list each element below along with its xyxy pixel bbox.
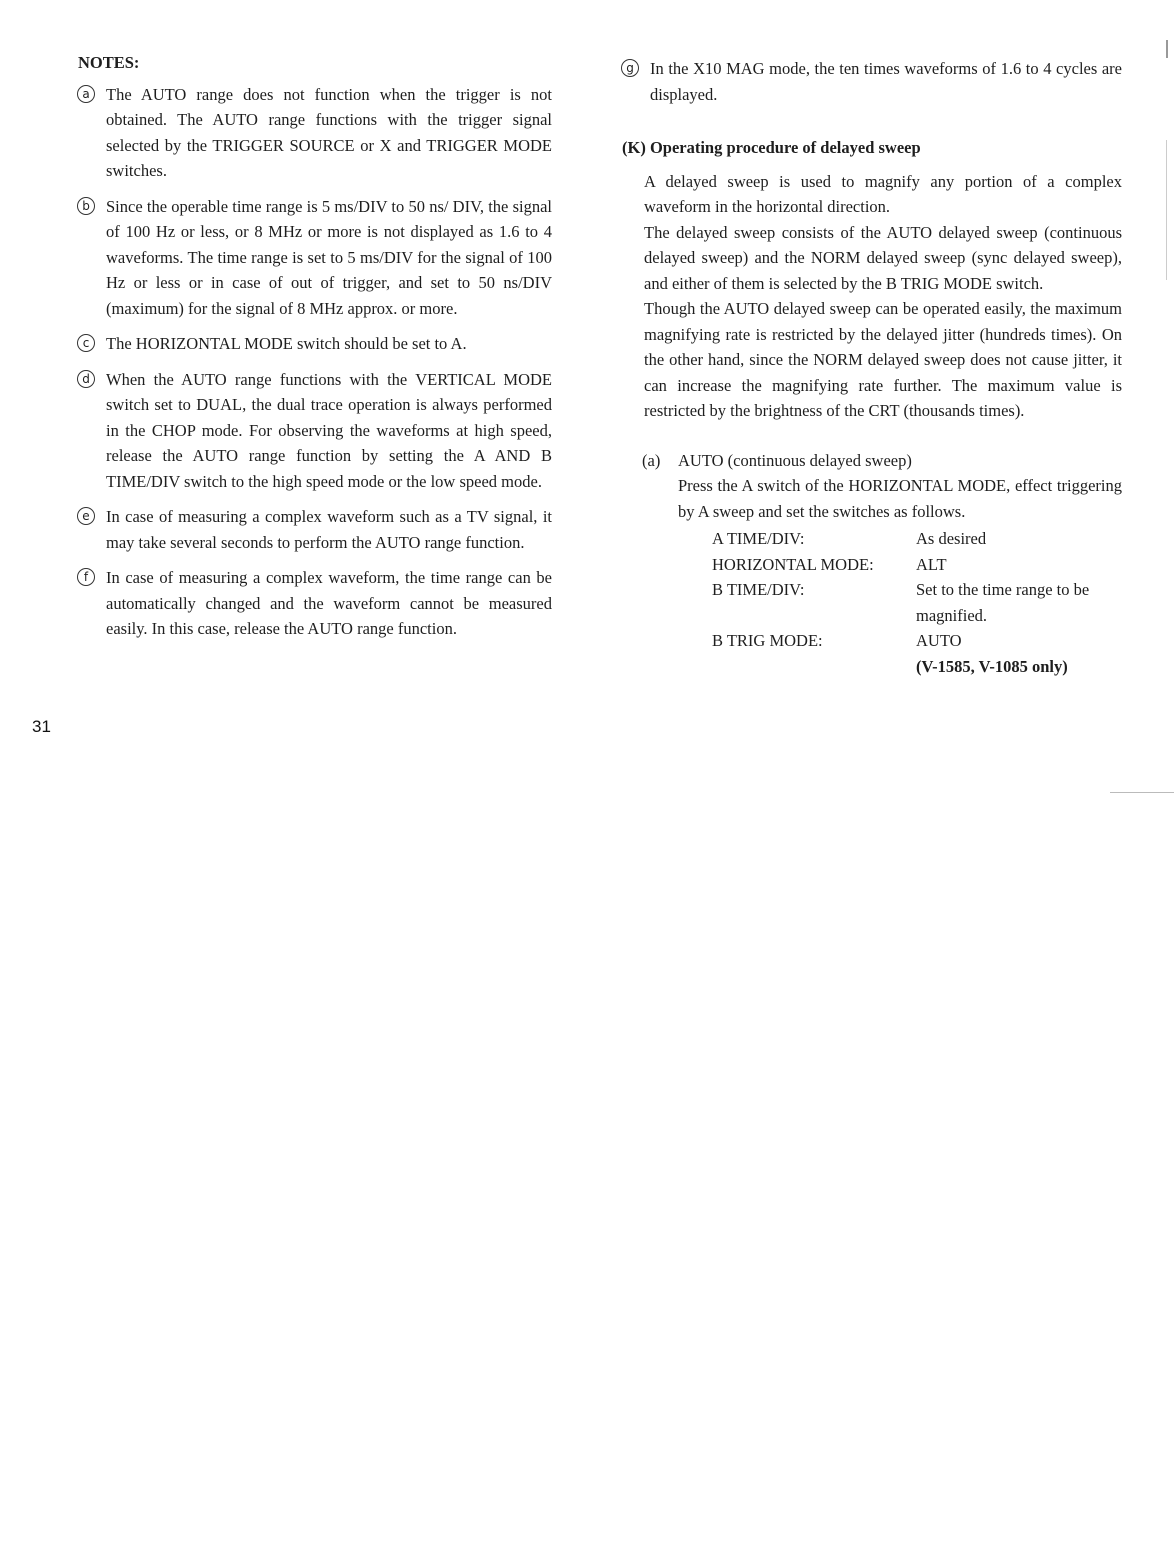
left-column bbox=[78, 50, 552, 652]
paragraph-comparison: Though the AUTO delayed sweep can be operated easily, the maximum magnifying rate is restricted by the delayed jitter (hundreds times). On the other hand, since the NORM delayed sweep does not cause jitter, it can increase the magnifying rate further. The maximum value is restricted by the brightness of the CRT (thousands times). bbox=[644, 299, 1122, 420]
scan-edge-mark bbox=[1166, 140, 1167, 280]
note-e bbox=[78, 504, 552, 555]
model-note: (V-1585, V-1085 only) bbox=[916, 656, 1068, 676]
setting-label: B TIME/DIV: bbox=[712, 580, 805, 599]
setting-label: A TIME/DIV: bbox=[712, 529, 805, 548]
note-d bbox=[78, 367, 552, 495]
note-text: In case of measuring a complex waveform such as a TV signal, it may take several seconds to perform the AUTO range function. bbox=[106, 507, 552, 552]
setting-row bbox=[712, 552, 1122, 578]
note-f bbox=[78, 565, 552, 642]
note-text: In case of measuring a complex waveform, the time range can be automatically changed and the waveform cannot be measured easily. In this case, release the AUTO range function. bbox=[106, 568, 552, 638]
note-text: The AUTO range does not function when the trigger is not obtained. The AUTO range functions with the trigger signal selected by the TRIGGER SOURCE or X and TRIGGER MODE switches. bbox=[106, 84, 552, 180]
note-text: The HORIZONTAL MODE switch should be set to A. bbox=[106, 334, 467, 353]
switch-settings bbox=[712, 526, 1122, 679]
note-text: When the AUTO range functions with the VERTICAL MODE switch set to DUAL, the dual trace operation is always performed in the CHOP mode. For observing the waveforms at high speed, release the AUTO range function by setting the A AND B TIME/DIV switch to the high speed mode or the low speed mode. bbox=[106, 369, 552, 491]
circled-letter-a: a bbox=[77, 85, 95, 103]
setting-row bbox=[712, 526, 1122, 552]
circled-letter-c: c bbox=[77, 334, 95, 352]
circled-letter-g: g bbox=[621, 59, 639, 77]
paragraph-intro: A delayed sweep is used to magnify any portion of a complex waveform in the horizontal direction. bbox=[644, 171, 1122, 216]
note-text: Since the operable time range is 5 ms/DIV to 50 ns/ DIV, the signal of 100 Hz or less, or 8 MHz or more is not displayed as 1.6 to 4 waveforms. The time range is set to 5 ms/DIV for the signal of 100 Hz or less or in case of out of trigger, and set to 50 ns/DIV (maximum) for the signal of 8 MHz approx. or more. bbox=[106, 196, 552, 318]
circled-letter-e: e bbox=[77, 507, 95, 525]
section-heading: (K) Operating procedure of delayed sweep bbox=[622, 138, 921, 157]
setting-label: B TRIG MODE: bbox=[712, 631, 823, 650]
setting-value: Set to the time range to be magnified. bbox=[916, 580, 1090, 625]
note-g bbox=[622, 56, 1122, 107]
setting-value: As desired bbox=[916, 529, 987, 548]
setting-row bbox=[712, 628, 1122, 679]
notes-title: NOTES: bbox=[78, 53, 140, 72]
scan-edge-mark bbox=[1110, 792, 1174, 793]
note-c bbox=[78, 331, 552, 357]
note-text: In the X10 MAG mode, the ten times waveforms of 1.6 to 4 cycles are displayed. bbox=[650, 59, 1122, 104]
setting-value-text: AUTO bbox=[916, 631, 962, 650]
subsection-marker: (a) bbox=[642, 450, 661, 470]
circled-letter-b: b bbox=[77, 197, 95, 215]
page-number: 31 bbox=[32, 717, 51, 736]
subsection-title: AUTO (continuous delayed sweep) bbox=[678, 450, 912, 470]
setting-value bbox=[916, 628, 1122, 679]
setting-label: HORIZONTAL MODE: bbox=[712, 554, 874, 574]
subsection-a bbox=[622, 448, 1122, 680]
right-column bbox=[622, 56, 1122, 679]
paragraph-types: The delayed sweep consists of the AUTO delayed sweep (continuous delayed sweep) and the NORM delayed sweep (sync delayed sweep), and either of them is selected by the B TRIG MODE switch. bbox=[644, 222, 1122, 293]
setting-value: ALT bbox=[916, 554, 947, 574]
circled-letter-f: f bbox=[77, 568, 95, 586]
scan-edge-mark bbox=[1166, 40, 1168, 58]
circled-letter-d: d bbox=[77, 370, 95, 388]
setting-row bbox=[712, 577, 1122, 628]
note-b bbox=[78, 194, 552, 322]
note-a bbox=[78, 82, 552, 184]
subsection-body: Press the A switch of the HORIZONTAL MODE, effect triggering by A sweep and set the switches as follows. bbox=[678, 476, 1122, 521]
